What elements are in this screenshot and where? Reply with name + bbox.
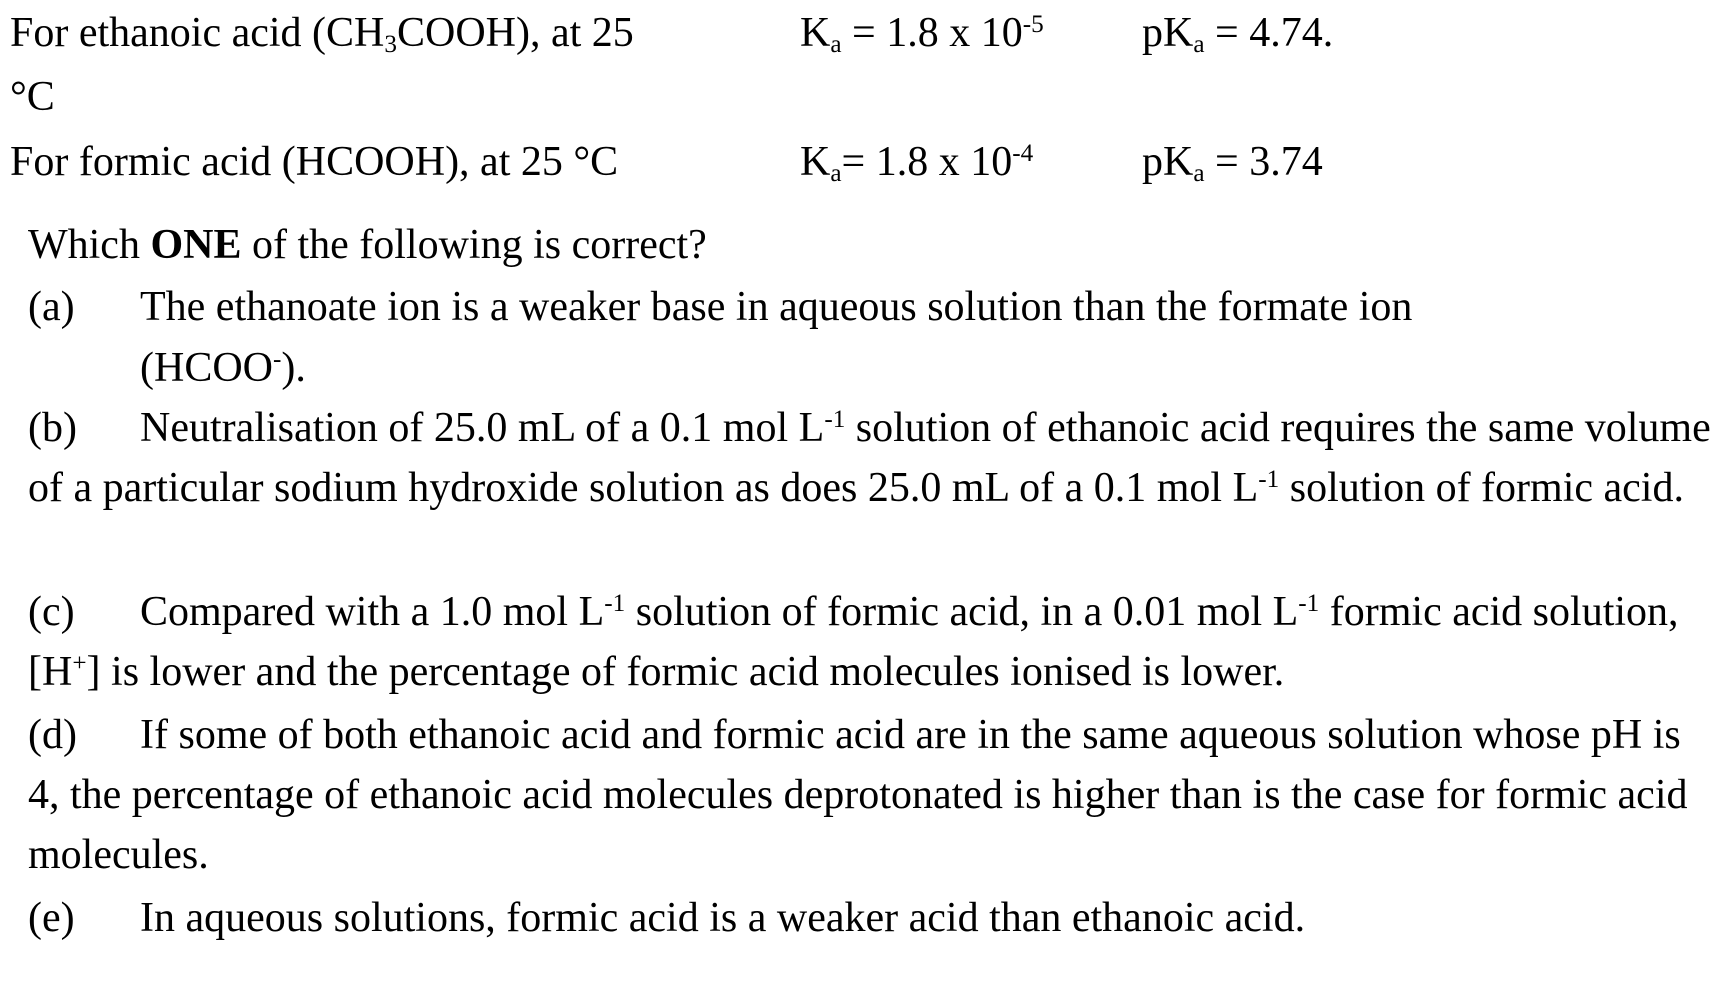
option-d: (d) If some of both ethanoic acid and formic acid are in the same aqueous solution whose pH is 4, the percentage of ethanoic acid molecules deprotonated is higher than is the case for formic acid molecules. (28, 705, 1718, 885)
option-a-text-line1: The ethanoate ion is a weaker base in aqueous solution than the formate ion (140, 284, 1413, 330)
formic-acid-ka: $K_a= 1.8$ x $10^{-4}$ (800, 139, 1034, 188)
ethanoic-acid-ka: $K_a = 1.8$ x $10^{-5}$ (800, 10, 1044, 59)
ethanoic-acid-temp-unit: °C (10, 74, 55, 120)
question-stem: Which ONE of the following is correct? (28, 222, 707, 268)
ethanoic-acid-label: For ethanoic acid $(CH_3COOH)$, at 25 (10, 10, 634, 59)
option-c-label: (c) (28, 589, 75, 635)
option-a-label: (a) (28, 284, 75, 330)
option-e-label: (e) (28, 895, 75, 941)
option-a-text-line2: (HCOO-). (140, 345, 306, 391)
option-b-label: (b) (28, 405, 77, 451)
option-b: (b) Neutralisation of 25.0 mL of a 0.1 mol $L^{-1}$ solution of ethanoic acid requires the same volume of a particular sodium hydroxide solution as does 25.0 mL of a 0.1 mol $L^{-1}$ solution of formic acid. (28, 398, 1718, 518)
option-d-label: (d) (28, 712, 77, 758)
option-e: (e) In aqueous solutions, formic acid is a weaker acid than ethanoic acid. (28, 888, 1718, 948)
option-c: (c) Compared with a 1.0 mol $L^{-1}$ solution of formic acid, in a 0.01 mol $L^{-1}$ formic acid solution, [H+] is lower and the percentage of formic acid molecules ionised is lower. (28, 582, 1718, 702)
formic-acid-label: For formic acid (HCOOH), at 25 °C (10, 139, 619, 185)
ethanoic-acid-pka: $pK_a = 4.74$. (1142, 10, 1334, 59)
formic-acid-pka: $pK_a = 3.74$ (1142, 139, 1323, 188)
